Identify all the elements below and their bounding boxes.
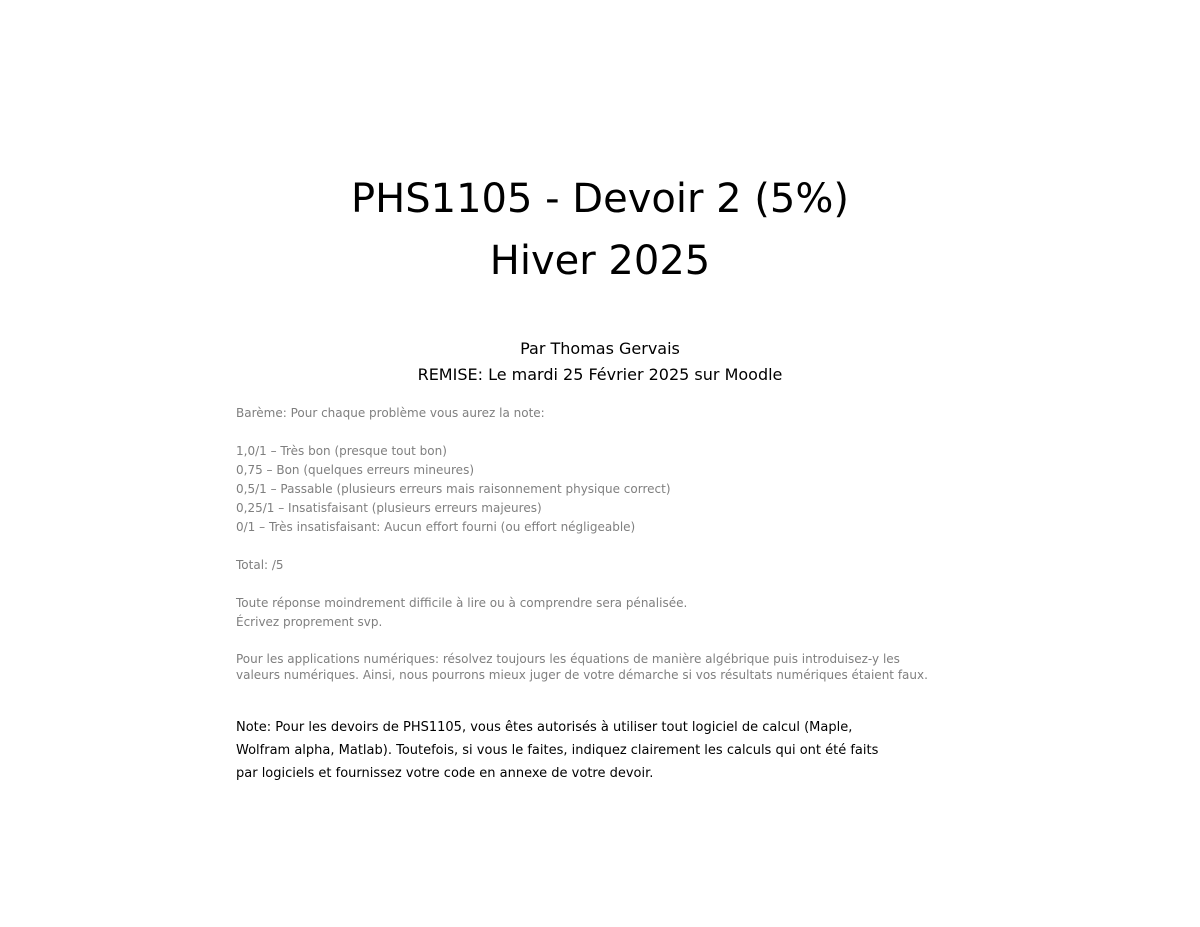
note-line: Wolfram alpha, Matlab). Toutefois, si vous le faites, indiquez clairement les calculs qui ont été faits — [236, 743, 879, 758]
numerical-instructions: Pour les applications numériques: résolvez toujours les équations de manière algébrique puis introduisez-y les — [236, 652, 900, 666]
document-title: PHS1105 - Devoir 2 (5%) — [351, 176, 849, 222]
author-byline: Par Thomas Gervais — [520, 339, 680, 358]
document-term: Hiver 2025 — [489, 238, 711, 284]
grading-scale-item: 0,75 – Bon (quelques erreurs mineures) — [236, 463, 475, 477]
software-note — [236, 716, 996, 785]
author-block — [0, 336, 1200, 388]
spacer — [236, 423, 996, 442]
note-line: par logiciels et fournissez votre code en annexe de votre devoir. — [236, 766, 654, 781]
legibility-rule: Écrivez proprement svp. — [236, 615, 383, 629]
legibility-rule: Toute réponse moindrement difficile à lire ou à comprendre sera pénalisée. — [236, 596, 688, 610]
grading-scale-item: 0/1 – Très insatisfaisant: Aucun effort fourni (ou effort négligeable) — [236, 520, 636, 534]
grading-intro: Barème: Pour chaque problème vous aurez la note: — [236, 406, 545, 420]
numerical-instructions: valeurs numériques. Ainsi, nous pourrons mieux juger de votre démarche si vos résultats numériques étaient faux. — [236, 668, 928, 682]
note-line: Note: Pour les devoirs de PHS1105, vous êtes autorisés à utiliser tout logiciel de calcul (Maple, — [236, 720, 853, 735]
spacer — [236, 575, 996, 594]
grading-scale-item: 1,0/1 – Très bon (presque tout bon) — [236, 444, 447, 458]
spacer — [236, 537, 996, 556]
grading-total: Total: /5 — [236, 558, 284, 572]
grading-scale-item: 0,25/1 – Insatisfaisant (plusieurs erreurs majeures) — [236, 501, 542, 515]
title-block — [0, 168, 1200, 292]
spacer — [236, 632, 996, 651]
submission-deadline: REMISE: Le mardi 25 Février 2025 sur Moodle — [417, 365, 783, 384]
grading-scale-item: 0,5/1 – Passable (plusieurs erreurs mais raisonnement physique correct) — [236, 482, 671, 496]
grading-section — [236, 404, 996, 683]
